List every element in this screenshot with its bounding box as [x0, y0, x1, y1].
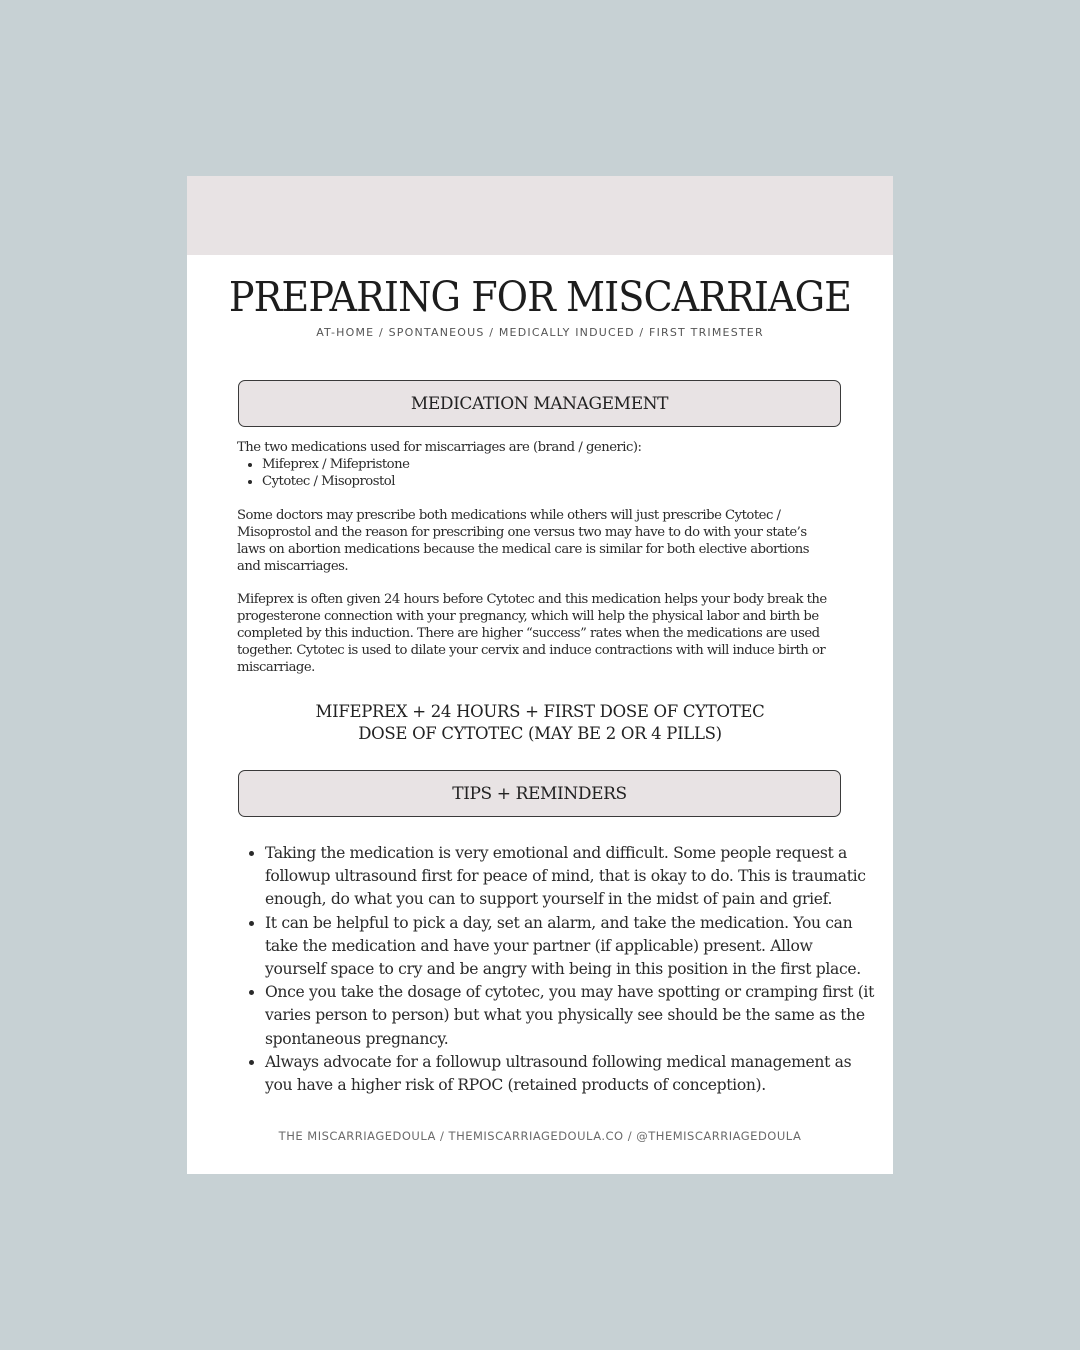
tip-item: • Taking the medication is very emotional and difficult. Some people request a followup ultrasound first for peace of mind, that is okay to do. This is traumatic enough, do what you can to support yourself in the midst of pain and grief.: [265, 842, 877, 912]
dosage-formula-line-1: MIFEPREX + 24 HOURS + FIRST DOSE OF CYTOTEC: [315, 702, 765, 721]
document-subtitle: AT-HOME / SPONTANEOUS / MEDICALLY INDUCED / FIRST TRIMESTER: [316, 326, 764, 339]
tips-list: [237, 842, 877, 1097]
medication-management-heading: MEDICATION MANAGEMENT: [238, 380, 841, 427]
mifeprex-paragraph: Mifeprex is often given 24 hours before Cytotec and this medication helps your body break the progesterone connection with your pregnancy, which will help the physical labor and birth be completed by this induction. There are higher “success” rates when the medications are used together. Cytotec is used to dilate your cervix and induce contractions with will induce birth or miscarriage.: [237, 592, 827, 675]
medication-intro-text: The two medications used for miscarriages are (brand / generic):: [237, 440, 642, 455]
medication-list: [237, 456, 827, 490]
medication-intro: [237, 439, 827, 490]
document-title: PREPARING FOR MISCARRIAGE: [228, 273, 852, 321]
medication-list-item: • Cytotec / Misoprostol: [262, 473, 827, 490]
tip-item: • It can be helpful to pick a day, set an alarm, and take the medication. You can take the medication and have your partner (if applicable) present. Allow yourself space to cry and be angry with being in this position in the first place.: [265, 912, 877, 982]
medication-list-item: • Mifeprex / Mifepristone: [262, 456, 827, 473]
prescribing-paragraph: Some doctors may prescribe both medications while others will just prescribe Cytotec / Misoprostol and the reason for prescribing one versus two may have to do with your state’s laws on abortion medications because the medical care is similar for both elective abortions and miscarriages.: [237, 508, 810, 574]
document-sheet: [187, 176, 893, 1174]
tip-item: • Always advocate for a followup ultrasound following medical management as you have a higher risk of RPOC (retained products of conception).: [265, 1051, 877, 1097]
tips-reminders-heading: TIPS + REMINDERS: [238, 770, 841, 817]
header-band: [187, 176, 893, 255]
footer-credit: THE MISCARRIAGEDOULA / THEMISCARRIAGEDOULA.CO / @THEMISCARRIAGEDOULA: [278, 1129, 802, 1143]
tip-item: • Once you take the dosage of cytotec, you may have spotting or cramping first (it varies person to person) but what you physically see should be the same as the spontaneous pregnancy.: [265, 981, 877, 1051]
dosage-formula-line-2: DOSE OF CYTOTEC (MAY BE 2 OR 4 PILLS): [358, 724, 722, 743]
dosage-formula: [187, 701, 893, 745]
